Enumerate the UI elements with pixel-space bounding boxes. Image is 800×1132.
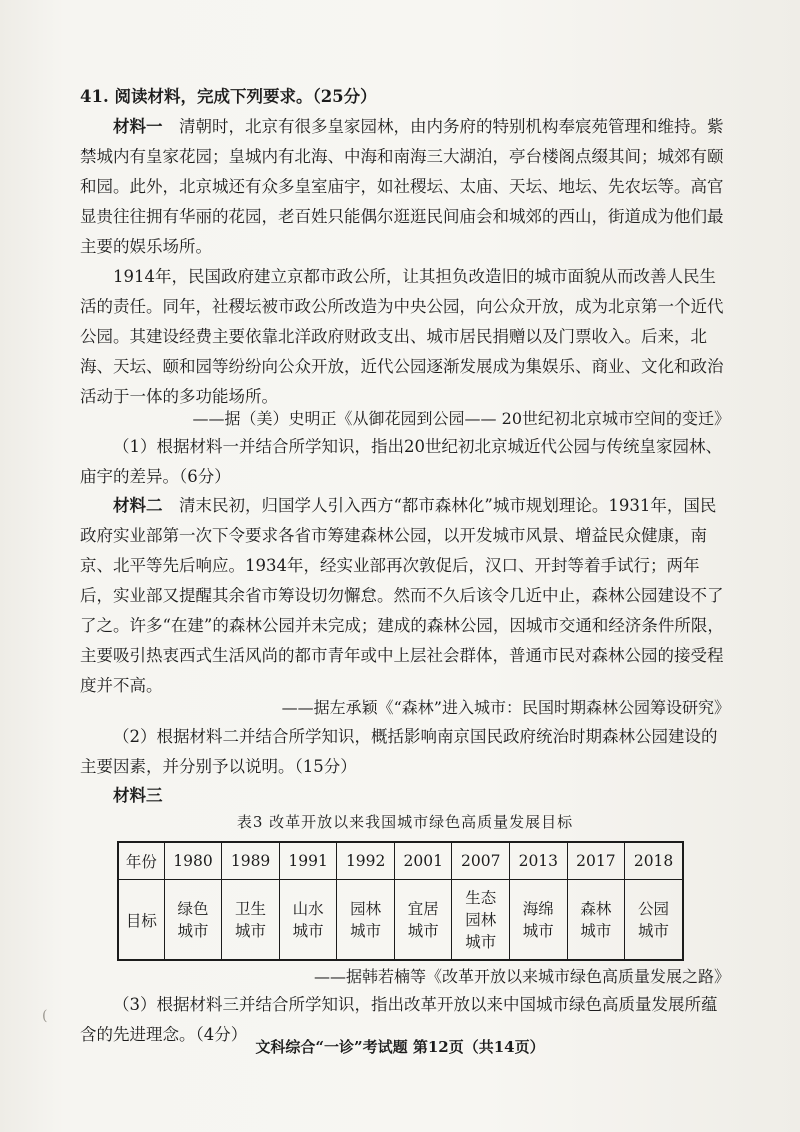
target-text: 山水城市 — [292, 899, 324, 940]
material1-paragraph1 — [80, 112, 730, 262]
question-title: 41. 阅读材料，完成下列要求。（25分） — [80, 87, 377, 106]
material1-label: 材料一 — [113, 117, 163, 136]
year-row — [118, 842, 683, 880]
target-cell — [625, 880, 683, 961]
target-row — [118, 880, 683, 961]
material2-text: 清末民初，归国学人引入西方“都市森林化”城市规划理论。1931年，国民政府实业部第一次下令要求各省市筹建森林公园，以开发城市风景、增益民众健康，南京、北平等先后响应。1934年，经实业部再次敦促后，汉口、开封等着手试行；两年后，实业部又提醒其余省市筹设切勿懈怠。然而不久后该令几近中止，森林公园建设不了了之。许多“在建”的森林公园并未完成；建成的森林公园，因城市交通和经济条件所限，主要吸引热衷西式生活风尚的都市青年或中上层社会群体，普通市民对森林公园的接受程度并不高。 — [80, 496, 724, 695]
question-1: （1）根据材料一并结合所学知识，指出20世纪初北京城近代公园与传统皇家园林、庙宇的差异。（6分） — [80, 437, 722, 486]
target-text: 宜居城市 — [407, 899, 439, 940]
year-cell: 2017 — [567, 842, 625, 880]
target-cell — [510, 880, 568, 961]
target-text: 森林城市 — [580, 899, 612, 940]
year-cell: 2013 — [510, 842, 568, 880]
year-cell: 1991 — [279, 842, 337, 880]
target-text: 卫生城市 — [235, 899, 267, 940]
target-text: 园林城市 — [350, 899, 382, 940]
target-header: 目标 — [118, 880, 164, 961]
page-footer: 文科综合“一诊”考试题 第12页（共14页） — [255, 1038, 545, 1056]
material3-label: 材料三 — [113, 786, 163, 805]
target-cell — [222, 880, 280, 961]
question-3: （3）根据材料三并结合所学知识，指出改革开放以来中国城市绿色高质量发展所蕴含的先进理念。（4分） — [80, 995, 718, 1044]
target-cell — [452, 880, 510, 961]
material1-source: ——据（美）史明正《从御花园到公园—— 20世纪初北京城市空间的变迁》 — [192, 409, 730, 428]
question-2: （2）根据材料二并结合所学知识，概括影响南京国民政府统治时期森林公园建设的主要因素，并分别予以说明。（15分） — [80, 727, 718, 776]
material2-label: 材料二 — [113, 496, 163, 515]
target-cell — [567, 880, 625, 961]
material1-paragraph2: 1914年，民国政府建立京都市政公所，让其担负改造旧的城市面貌从而改善人民生活的责任。同年，社稷坛被市政公所改造为中央公园，向公众开放，成为北京第一个近代公园。其建设经费主要依靠北洋政府财政支出、城市居民捐赠以及门票收入。后来，北海、天坛、颐和园等纷纷向公众开放，近代公园逐渐发展成为集娱乐、商业、文化和政治活动于一体的多功能场所。 — [80, 267, 724, 406]
year-cell: 2007 — [452, 842, 510, 880]
goals-table — [117, 841, 684, 961]
material2-paragraph — [80, 491, 730, 701]
target-cell — [164, 880, 222, 961]
target-text: 海绵城市 — [522, 899, 554, 940]
year-cell: 2018 — [625, 842, 683, 880]
year-cell: 1980 — [164, 842, 222, 880]
margin-mark: ( — [42, 1008, 48, 1024]
table-title: 表3 改革开放以来我国城市绿色高质量发展目标 — [236, 813, 574, 831]
target-text: 绿色城市 — [177, 899, 209, 940]
year-header: 年份 — [118, 842, 164, 880]
target-text: 生态园林城市 — [465, 888, 497, 951]
year-cell: 1992 — [337, 842, 395, 880]
target-text: 公园城市 — [638, 899, 670, 940]
target-cell — [337, 880, 395, 961]
year-cell: 2001 — [394, 842, 452, 880]
material2-source: ——据左承颖《“森林”进入城市：民国时期森林公园筹设研究》 — [281, 698, 730, 717]
material3-source: ——据韩若楠等《改革开放以来城市绿色高质量发展之路》 — [313, 967, 730, 986]
year-cell: 1989 — [222, 842, 280, 880]
target-cell — [279, 880, 337, 961]
target-cell — [394, 880, 452, 961]
material1-text1: 清朝时，北京有很多皇家园林，由内务府的特别机构奉宸苑管理和维持。紫禁城内有皇家花园；皇城内有北海、中海和南海三大湖泊，亭台楼阁点缀其间；城郊有颐和园。此外，北京城还有众多皇室庙宇，如社稷坛、太庙、天坛、地坛、先农坛等。高官显贵往往拥有华丽的花园，老百姓只能偶尔逛逛民间庙会和城郊的西山，街道成为他们最主要的娱乐场所。 — [80, 117, 724, 256]
